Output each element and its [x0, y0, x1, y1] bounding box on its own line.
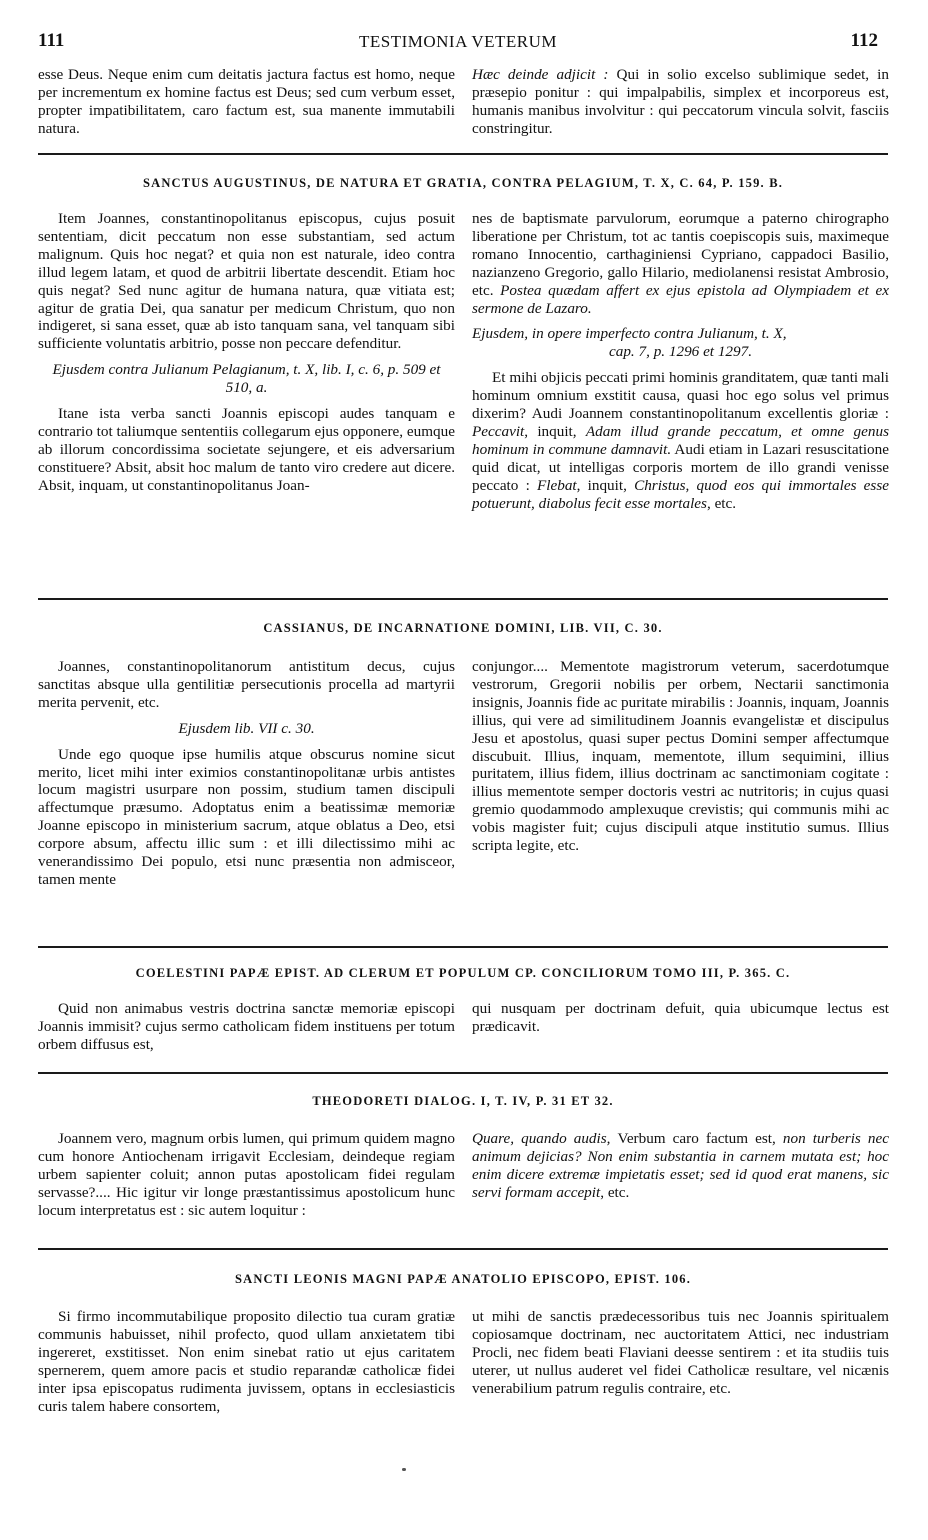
paragraph: Quid non animabus vestris doctrina sanctæ memoriæ episcopi Joannis immisit? cujus sermo catholicam fidem instituens per totum orbem diffusus est, [38, 1000, 455, 1053]
column-left [38, 1130, 455, 1228]
paragraph: Item Joannes, constantinopolitanus episcopus, cujus posuit sententiam, dicit peccatum non esse substantiam, sed actum malignum. Quis hoc negat? et quia non est naturale, ideo contra illud legem latam, et quod de arbitrii libertate descendit. Etiam hoc quis negat? Sed nunc agitur de humana natura, quæ vitiata est; agitur de gratia Dei, qua sanatur per medicum Christum, quo non indigeret, si sana esset, quæ ab isto tanquam sana, vel tanquam sibi sufficiente voluntatis arbitrio, posse non peccare defenditur. [38, 210, 455, 353]
column-right [472, 210, 889, 521]
paragraph: Joannes, constantinopolitanorum antistitum decus, cujus sanctitas absque ulla gentilitiæ persecutionis procella ad martyrii merita pervenit, etc. [38, 658, 455, 711]
italic-intro: Hæc deinde adjicit : [472, 66, 617, 83]
paragraph: Joannem vero, magnum orbis lumen, qui primum quidem magno cum honore Antiochenam irrigavit Ecclesiam, deindeque regiam urbem sapienter coluit; annon putas apostolicam fidei regulam servasse?.... Hic igitur vir longe præstantissimus apostolicum hunc locum interpretatus est : sic autem loquitur : [38, 1130, 455, 1219]
ink-speck [402, 1468, 406, 1471]
column-right [472, 1308, 889, 1406]
citation-line: cap. 7, p. 1296 et 1297. [609, 343, 752, 361]
italic-note: Postea quædam affert ex ejus epistola ad Olympiadem et ex sermone de Lazaro. [472, 281, 889, 317]
section-heading-cassianus: CASSIANUS, DE INCARNATIONE DOMINI, LIB. VII, C. 30. [263, 621, 663, 635]
citation: Ejusdem contra Julianum Pelagianum, t. X, lib. I, c. 6, p. 509 et 510, a. [52, 361, 441, 397]
running-title: TESTIMONIA VETERUM [358, 32, 558, 51]
paragraph [472, 66, 889, 138]
paragraph-text: Qui in solio excelso sublimique sedet, in præsepio ponitur : qui impalpabilis, simplex et incorporeus est, humanis manibus involvitur : qui peccatorum vincula solvit, fasciis constringitur. [472, 66, 889, 137]
italic-text: Quare, quando audis, [472, 1130, 618, 1147]
text: , etc. [706, 494, 737, 512]
section-heading-augustinus: SANCTUS AUGUSTINUS, DE NATURA ET GRATIA, CONTRA PELAGIUM, T. X, C. 64, P. 159. B. [142, 176, 784, 190]
text: Et mihi objicis peccati primi hominis granditatem, quæ tanti mali hominum omnium exstitit causa, quasi hoc ego solus vel primus dixerim? Audi Joannem constantinopolitanum excellentis gloriæ : [472, 369, 889, 423]
italic-text: Adam illud grande peccatum, et omne genus hominum in commune damnavit. [472, 422, 889, 458]
section-divider [38, 153, 888, 155]
text: , inquit, [576, 476, 635, 494]
paragraph: qui nusquam per doctrinam defuit, quia ubicumque lectus est prædicavit. [472, 1000, 889, 1035]
column-left [38, 66, 455, 146]
paragraph: conjungor.... Mementote magistrorum veterum, sacerdotumque vestrorum, Gregorii nobilis per orbem, Nectarii sanctimonia insignis, Joannis fide ac puritate mirabilis : Joannis, inquam, Joannis illius, qui vere ad similitudinem Joannis evangelistæ et discipulus Jesu et apostolus, quasi super pectus Domini semper affectumque discubuit. Illius, inquam, mementote, illum sequimini, illius puritatem, illius fidem, illius doctrinam ac sanctimoniam cogitate : illius mementote semper doctoris vestri ac nutritoris; in cujus quasi gremio quodammodo amplexuque crevistis; qui communis mihi ac vobis magister fuit; cujus discipuli atque institutio sumus. Illius scripta legite, etc. [472, 658, 889, 855]
column-right [472, 1000, 889, 1044]
paragraph: esse Deus. Neque enim cum deitatis jactura factus est homo, neque per incrementum ex homine factus est Deus; sed cum verbum esset, propter impatibilitatem, caro factum est, sua manente immutabili natura. [38, 66, 455, 137]
paragraph-text: nes de baptismate parvulorum, eorumque a paterno chirographo liberatione per Christum, tot ac tantis coepiscopis suis, maximeque romano Innocentio, carthaginiensi Cypriano, cappadoci Basilio, nazianzeno Gregorio, gallo Hilario, mediolanensi resistat Ambrosio, etc. [472, 210, 889, 299]
page-number-left: 111 [38, 30, 65, 51]
section-heading-theodoretus: THEODORETI DIALOG. I, T. IV, P. 31 ET 32. [312, 1094, 614, 1108]
text: Verbum caro factum est, [617, 1130, 783, 1147]
italic-text: Flebat [536, 476, 577, 494]
italic-text: Peccavit [472, 422, 525, 440]
running-header [38, 30, 878, 52]
column-right [472, 66, 889, 146]
paragraph: Itane ista verba sancti Joannis episcopi audes tanquam e contrario tot taliumque sententiis collegarum ejus opponere, eumque ab illorum concordissima societate sejungere, et eis adversarium constituere? Absit, absit hoc malum de tanto viro credere aut dicere. Absit, inquam, ut constantinopolitanus Joan- [38, 405, 455, 494]
section-heading-coelestinus: COELESTINI PAPÆ EPIST. AD CLERUM ET POPULUM CP. CONCILIORUM TOMO III, P. 365. C. [135, 966, 791, 980]
section-divider [38, 1248, 888, 1250]
page-number-right: 112 [850, 30, 878, 51]
column-left [38, 658, 455, 897]
column-left [38, 1308, 455, 1423]
section-divider [38, 946, 888, 948]
paragraph: ut mihi de sanctis prædecessoribus tuis nec Joannis spiritualem copiosamque doctrinam, nec auctoritatem Attici, nec industriam Procli, nec fidem beati Flaviani deesse sentirem : et ita studiis tuis uterer, ut nullus auderet vel fidei Catholicæ resultare, vel nicænis venerabilium patrum regulis contraire, etc. [472, 1308, 889, 1397]
column-left [38, 210, 455, 503]
citation [472, 325, 889, 361]
section-divider [38, 1072, 888, 1074]
text: , inquit, [524, 422, 586, 440]
paragraph: Si firmo incommutabilique proposito dilectio tua curam gratiæ communis habuisset, nihil profecto, quod ullam anxietatem tibi ingereret, exstitisset. Non enim sinebat ratio ut ejus caritatem spernerem, quem amore pacis et studio reparandæ catholicæ fidei inter ipsa episcopatus rudimenta juvissem, optans in ecclesiasticis curis talem habere consortem, [38, 1308, 455, 1415]
column-right [472, 1130, 889, 1210]
italic-text: Christus, quod eos qui immortales esse potuerunt, diabolus fecit esse mortales [472, 476, 889, 512]
paragraph [472, 1130, 889, 1202]
paragraph: Unde ego quoque ipse humilis atque obscurus nomine sicut merito, licet mihi inter eximios constantinopolitanæ urbis antistes locum magistri usurpare non possim, studium tamen discipuli affectumque præsumo. Adoptatus enim a beatissimæ memoriæ Joanne episcopo in ministerium sacrum, atque oblatus a Deo, etsi corpore absum, affectu illic sum : et illi dilectissimo mihi ac venerandissimo Dei populo, etsi nunc præsentia non admisceor, tamen mente [38, 745, 455, 888]
column-left [38, 1000, 455, 1062]
section-divider [38, 598, 888, 600]
text: , etc. [600, 1183, 630, 1201]
paragraph [472, 210, 889, 317]
paragraph [472, 369, 889, 512]
italic-text: non turberis nec animum dejicias? Non enim substantia in carnem mutata est; hoc enim dicere extremæ impietatis esset; sed id quod erat manens, sic servi formam accepit [472, 1130, 889, 1201]
column-right [472, 658, 889, 863]
citation-line: Ejusdem, in opere imperfecto contra Julianum, t. X, [472, 325, 787, 343]
text: Audi etiam in Lazari resuscitatione quid dicat, ut intelligas corporis mortem de illo grandi venisse peccato : [472, 440, 889, 494]
section-heading-leo: SANCTI LEONIS MAGNI PAPÆ ANATOLIO EPISCOPO, EPIST. 106. [234, 1272, 692, 1286]
citation: Ejusdem lib. VII c. 30. [178, 719, 315, 737]
